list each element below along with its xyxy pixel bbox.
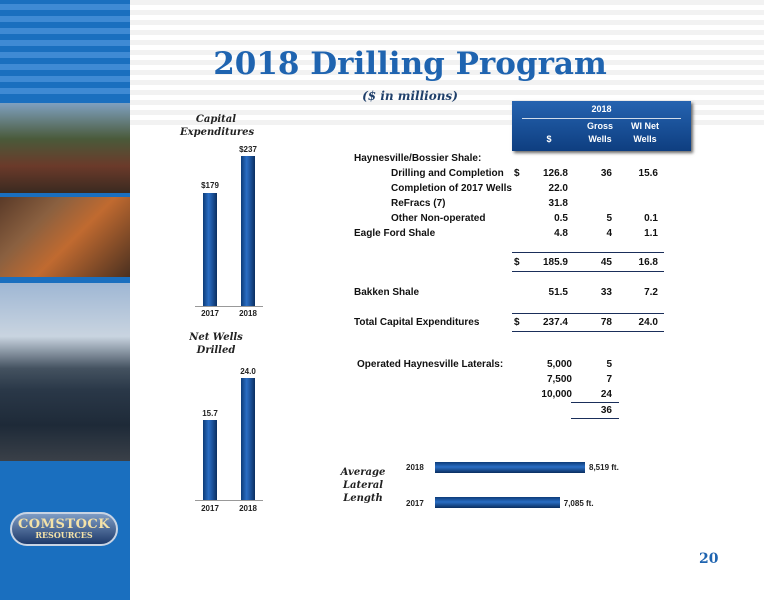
bakken-gross: 33: [600, 287, 612, 298]
sidebar-stripe: [0, 64, 130, 70]
capex-label-line2: Expenditures: [180, 127, 255, 138]
capex-value-2018: $237: [239, 145, 257, 154]
row-net: 1.1: [644, 228, 658, 239]
row-label: Other Non-operated: [391, 213, 486, 224]
capex-label-line1: Capital: [195, 114, 237, 125]
capex-chart-label: [180, 113, 255, 139]
sidebar-stripe: [0, 88, 130, 94]
subtotal-amount: 185.9: [542, 257, 568, 268]
logo-text-line1: COMSTOCK: [17, 517, 111, 532]
row-label: Completion of 2017 Wells: [391, 183, 512, 194]
lateral-label-line3: Length: [343, 493, 383, 504]
laterals-heading: Operated Haynesville Laterals:: [357, 359, 504, 370]
logo-text-line2: RESOURCES: [35, 530, 93, 540]
wells-label-line1: Net Wells: [189, 332, 243, 343]
row-gross: 5: [606, 213, 612, 224]
capex-value-2017: $179: [201, 181, 219, 190]
sidebar: [0, 0, 130, 600]
row-net: 0.1: [644, 213, 658, 224]
total-gross: 78: [600, 317, 612, 328]
row-amount: 0.5: [554, 213, 568, 224]
wells-chart-label: [185, 331, 247, 357]
page-number: 20: [699, 551, 719, 567]
company-logo: [10, 512, 118, 546]
lateral-count: 5: [606, 359, 612, 370]
subtotal-rule-top: [512, 252, 664, 253]
total-rule-bottom: [512, 331, 664, 332]
capex-axis: [195, 306, 263, 307]
wells-tick-2018: 2018: [239, 504, 257, 513]
page-subtitle: ($ in millions): [362, 89, 458, 103]
header-gross-line1: Gross: [586, 121, 613, 131]
lateral-length: 10,000: [541, 389, 572, 400]
wells-axis: [195, 500, 263, 501]
subtotal-net: 16.8: [638, 257, 658, 268]
lateral-chart-label: [338, 466, 388, 505]
capex-tick-2017: 2017: [201, 309, 219, 318]
lateral-bar-2018: [435, 462, 585, 473]
lateral-length: 5,000: [546, 359, 572, 370]
sidebar-stripe: [0, 76, 130, 82]
total-dollar: $: [514, 317, 520, 328]
row-amount: 126.8: [542, 168, 568, 179]
rig-worker-photo: [0, 197, 130, 277]
laterals-rule-top: [571, 402, 619, 403]
wells-label-line2: Drilled: [196, 345, 236, 356]
bakken-label: Bakken Shale: [354, 287, 420, 298]
drilling-site-photo: [0, 103, 130, 193]
lateral-length: 7,500: [546, 374, 572, 385]
subtotal-gross: 45: [600, 257, 612, 268]
row-dollar: $: [514, 168, 520, 179]
lateral-tick-2017: 2017: [406, 499, 424, 508]
wells-value-2018: 24.0: [240, 367, 256, 376]
table-header: [512, 101, 691, 151]
row-net: 15.6: [638, 168, 658, 179]
sidebar-stripe: [0, 16, 130, 22]
sidebar-stripe: [0, 28, 130, 34]
sidebar-stripe: [0, 4, 130, 10]
sidebar-stripe: [0, 40, 130, 46]
total-net: 24.0: [638, 317, 658, 328]
wells-bar-2017: [203, 420, 217, 500]
row-gross: 36: [600, 168, 612, 179]
header-rule: [522, 118, 681, 119]
lateral-tick-2018: 2018: [406, 463, 424, 472]
lateral-count: 7: [606, 374, 612, 385]
row-amount: 4.8: [554, 228, 568, 239]
header-year: 2018: [591, 104, 612, 114]
wells-value-2017: 15.7: [202, 409, 218, 418]
header-dollar: $: [546, 134, 552, 144]
bakken-amount: 51.5: [548, 287, 568, 298]
row-gross: 4: [606, 228, 612, 239]
row-label: ReFracs (7): [391, 198, 446, 209]
lateral-value-2018: 8,519 ft.: [589, 463, 619, 472]
wells-bar-2018: [241, 378, 255, 500]
row-amount: 22.0: [548, 183, 568, 194]
haynesville-heading: Haynesville/Bossier Shale:: [354, 153, 482, 164]
wells-tick-2017: 2017: [201, 504, 219, 513]
row-label: Drilling and Completion: [391, 168, 504, 179]
total-label: Total Capital Expenditures: [354, 317, 480, 328]
sidebar-stripe: [0, 52, 130, 58]
subtotal-dollar: $: [514, 257, 520, 268]
total-rule-top: [512, 313, 664, 314]
bakken-net: 7.2: [644, 287, 658, 298]
lateral-bar-2017: [435, 497, 560, 508]
header-net-line1: WI Net: [631, 121, 659, 131]
laterals-total: 36: [600, 405, 612, 416]
capex-bar-2018: [241, 156, 255, 306]
laterals-rule-bottom: [571, 418, 619, 419]
capex-tick-2018: 2018: [239, 309, 257, 318]
lateral-value-2017: 7,085 ft.: [563, 499, 594, 508]
subtotal-rule-bottom: [512, 271, 664, 272]
rig-reflection-photo: [0, 283, 130, 461]
lateral-count: 24: [600, 389, 612, 400]
total-amount: 237.4: [542, 317, 568, 328]
lateral-label-line1: Average: [340, 467, 386, 478]
capex-bar-2017: [203, 193, 217, 306]
row-label: Eagle Ford Shale: [354, 228, 436, 239]
row-amount: 31.8: [548, 198, 568, 209]
header-gross-line2: Wells: [588, 134, 612, 144]
header-net-line2: Wells: [633, 134, 657, 144]
page-title: 2018 Drilling Program: [213, 46, 607, 82]
lateral-label-line2: Lateral: [342, 480, 384, 491]
